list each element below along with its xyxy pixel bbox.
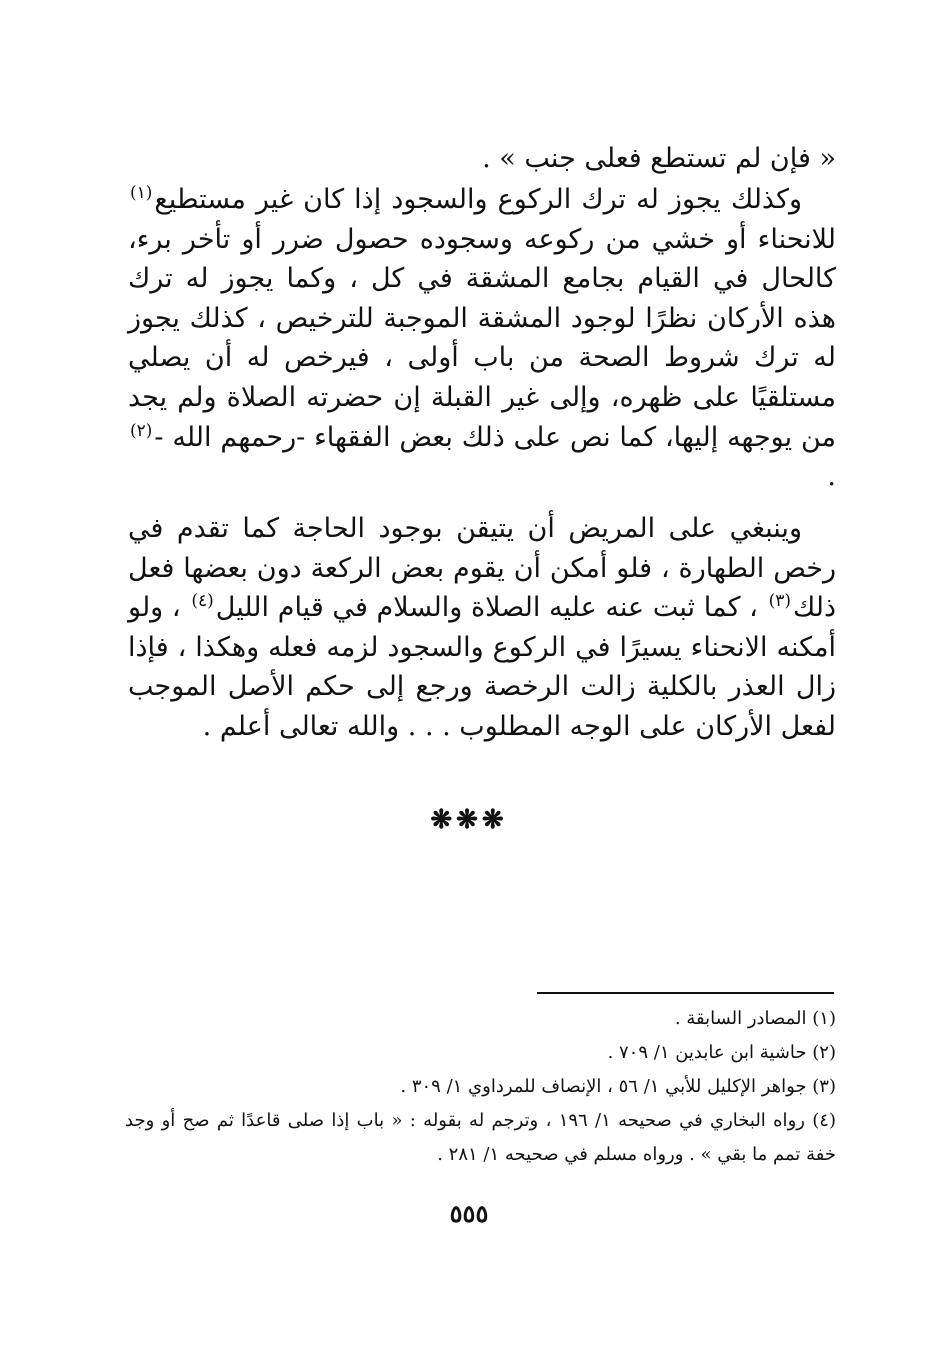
- footnote-3: (٣) جواهر الإكليل للأبي ١/ ٥٦ ، الإنصاف للمرداوي ١/ ٣٠٩ .: [400, 1076, 836, 1097]
- footnotes: [125, 1002, 836, 1172]
- footnote-ref-4[interactable]: (٤): [191, 591, 214, 612]
- footnote-4: (٤) رواه البخاري في صحيحه ١/ ١٩٦ ، وترجم له بقوله : « باب إذا صلى قاعدًا ثم صح أو وجد خفة تمم ما بقي » . ورواه مسلم في صحيحه ١/ ٢٨١ .: [125, 1110, 836, 1165]
- footnote-ref-2[interactable]: (٢): [130, 420, 153, 441]
- section-separator: ❋❋❋: [430, 805, 508, 835]
- paragraph-2-text-a: وينبغي على المريض أن يتيقن بوجود الحاجة كما تقدم في رخص الطهارة ، فلو أمكن أن يقوم بعض الركعة دون بعضها فعل ذلك: [128, 513, 836, 624]
- footnote-1: (١) المصادر السابقة .: [674, 1008, 836, 1029]
- paragraph-2-text-b: ، كما ثبت عنه عليه الصلاة والسلام في قيام الليل: [215, 592, 767, 624]
- paragraph-1: [128, 180, 836, 497]
- page-number: ٥٥٥: [449, 1199, 489, 1228]
- paragraph-2-text-c: ، ولو أمكنه الانحناء يسيرًا في الركوع والسجود لزمه فعله وهكذا ، فإذا زال العذر بالكلية زالت الرخصة ورجع إلى حكم الأصل الموجب لفعل الأركان على الوجه المطلوب . . . والله تعالى أعلم .: [128, 592, 836, 742]
- paragraph-1-text-a: وكذلك يجوز له ترك الركوع والسجود إذا كان غير مستطيع: [154, 184, 802, 215]
- paragraph-1-text-b: للانحناء أو خشي من ركوعه وسجوده حصول ضرر أو تأخر برء، كالحال في القيام بجامع المشقة في كل ، وكما يجوز له ترك هذه الأركان نظرًا لوجود المشقة الموجبة للترخيص ، كذلك يجوز له ترك شروط الصحة من باب أولى ، فيرخص له أن يصلي مستلقيًا على ظهره، وإلى غير القبلة إن حضرته الصلاة ولم يجد من يوجهه إليها، كما نص على ذلك بعض الفقهاء -رحمهم الله -: [128, 223, 836, 453]
- footnote-ref-1[interactable]: (١): [130, 183, 153, 203]
- footnote-divider: [537, 992, 834, 994]
- paragraph-2: [128, 509, 836, 747]
- first-line-quote: « فإن لم تستطع فعلى جنب » .: [482, 143, 836, 174]
- paragraph-1-text-c: .: [827, 461, 836, 493]
- footnote-ref-3[interactable]: (٣): [768, 591, 791, 612]
- footnote-2: (٢) حاشية ابن عابدين ١/ ٧٠٩ .: [607, 1042, 836, 1063]
